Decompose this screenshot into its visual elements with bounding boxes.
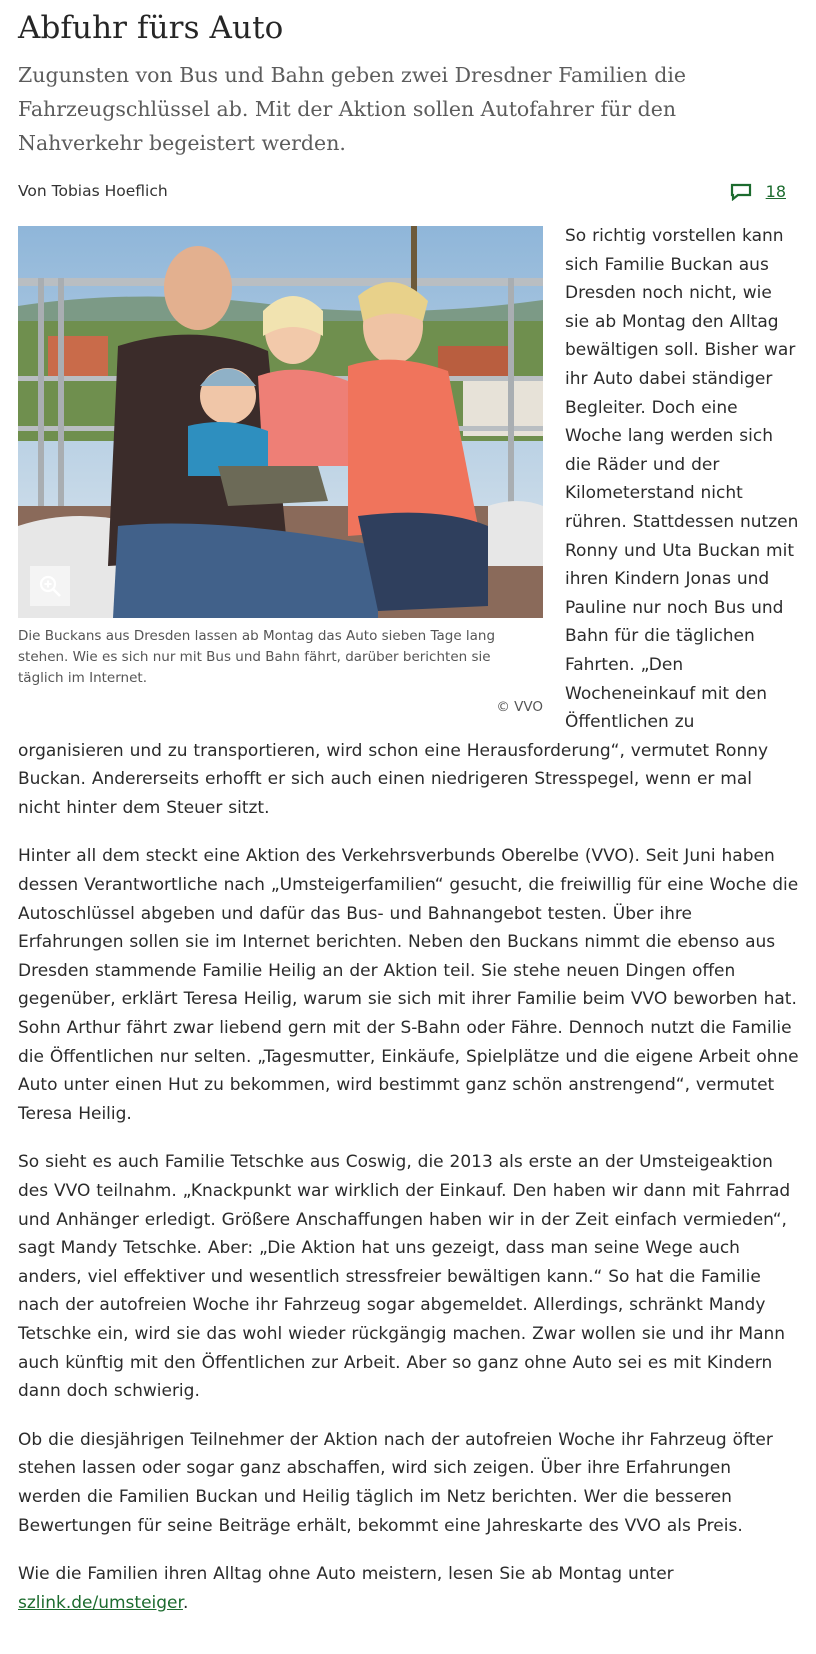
photo-credit: © VVO	[496, 699, 543, 715]
article-title: Abfuhr fürs Auto	[18, 10, 284, 46]
umsteiger-link[interactable]: szlink.de/umsteiger	[18, 1592, 183, 1613]
author-byline: Von Tobias Hoeflich	[18, 182, 168, 200]
comments-link[interactable]	[730, 182, 786, 201]
article	[18, 0, 800, 1637]
zoom-button[interactable]	[30, 566, 70, 606]
byline-row	[18, 182, 800, 212]
paragraph-text: Wie die Familien ihren Alltag ohne Auto meistern, lesen Sie ab Montag unter	[18, 1564, 674, 1585]
article-figure	[18, 226, 543, 715]
speech-bubble-icon	[730, 183, 752, 201]
article-lead: Zugunsten von Bus und Bahn geben zwei Dresdner Familien die Fahrzeugschlüssel ab. Mit der Aktion sollen Autofahrer für den Nahverkehr begeistert werden.	[18, 63, 687, 155]
photo-illustration	[18, 226, 543, 618]
paragraph-with-link	[18, 1560, 800, 1617]
paragraph: So sieht es auch Familie Tetschke aus Coswig, die 2013 als erste an der Umsteigeaktion des VVO teilnahm. „Knackpunkt war wirklich der Einkauf. Den haben wir dann mit Fahrrad und Anhänger erledigt. Größere Anschaffungen haben wir in der Zeit einfach vermieden“, sagt Mandy Tetschke. Aber: „Die Aktion hat uns gezeigt, dass man seine Wege auch anders, viel effektiver und wesentlich stressfreier bewältigen kann.“ So hat die Familie nach der autofreien Woche ihr Fahrzeug sogar abgemeldet. Allerdings, schränkt Mandy Tetschke ein, wird sie das wohl wieder rückgängig machen. Zwar wollen sie und ihr Mann auch künftig mit den Öffentlichen zur Arbeit. Aber so ganz ohne Auto sei es mit Kindern dann doch schwierig.	[18, 1152, 791, 1402]
comment-count[interactable]: 18	[765, 182, 786, 201]
paragraph: So richtig vorstellen kann sich Familie Buckan aus Dresden noch nicht, wie sie ab Montag den Alltag bewältigen soll. Bisher war ihr Auto dabei ständiger Begleiter. Doch eine Woche lang werden sich die Räder und der Kilometerstand nicht rühren. Stattdessen nutzen Ronny und Uta Buckan mit ihren Kindern Jonas und Pauline nur noch Bus und Bahn für die täglichen Fahrten. „Den Wocheneinkauf mit den Öffentlichen zu organisieren und zu transportieren, wird schon eine Herausforderung“, vermutet Ronny Buckan. Andererseits erhofft er sich auch einen niedrigeren Stresspegel, wenn er mal nicht hinter dem Steuer sitzt.	[18, 226, 799, 818]
magnifier-plus-icon	[38, 574, 62, 598]
paragraph: Hinter all dem steckt eine Aktion des Verkehrsverbunds Oberelbe (VVO). Seit Juni haben dessen Verantwortliche nach „Umsteigerfamilien“ gesucht, die freiwillig für eine Woche die Autoschlüssel abgeben und dafür das Bus- und Bahnangebot testen. Über ihre Erfahrungen sollen sie im Internet berichten. Neben den Buckans nimmt die ebenso aus Dresden stammende Familie Heilig an der Aktion teil. Sie stehe neuen Dingen offen gegenüber, erklärt Teresa Heilig, warum sie sich mit ihrer Familie beim VVO beworben hat. Sohn Arthur fährt zwar liebend gern mit der S-Bahn oder Fähre. Dennoch nutzt die Familie die Öffentlichen nur selten. „Tagesmutter, Einkäufe, Spielplätze und die eigene Arbeit ohne Auto unter einen Hut zu bekommen, wird bestimmt ganz schön anstrengend“, vermutet Teresa Heilig.	[18, 846, 799, 1124]
family-photo[interactable]	[18, 226, 543, 618]
photo-caption: Die Buckans aus Dresden lassen ab Montag das Auto sieben Tage lang stehen. Wie es sich nur mit Bus und Bahn fährt, darüber berichten sie täglich im Internet.	[18, 628, 496, 686]
paragraph: Ob die diesjährigen Teilnehmer der Aktion nach der autofreien Woche ihr Fahrzeug öfter stehen lassen oder sogar ganz abschaffen, wird sich zeigen. Über ihre Erfahrungen werden die Familien Buckan und Heilig täglich im Netz berichten. Wer die besseren Bewertungen für seine Beiträge erhält, bekommt eine Jahreskarte des VVO als Preis.	[18, 1429, 773, 1536]
paragraph-end: .	[182, 1592, 189, 1613]
